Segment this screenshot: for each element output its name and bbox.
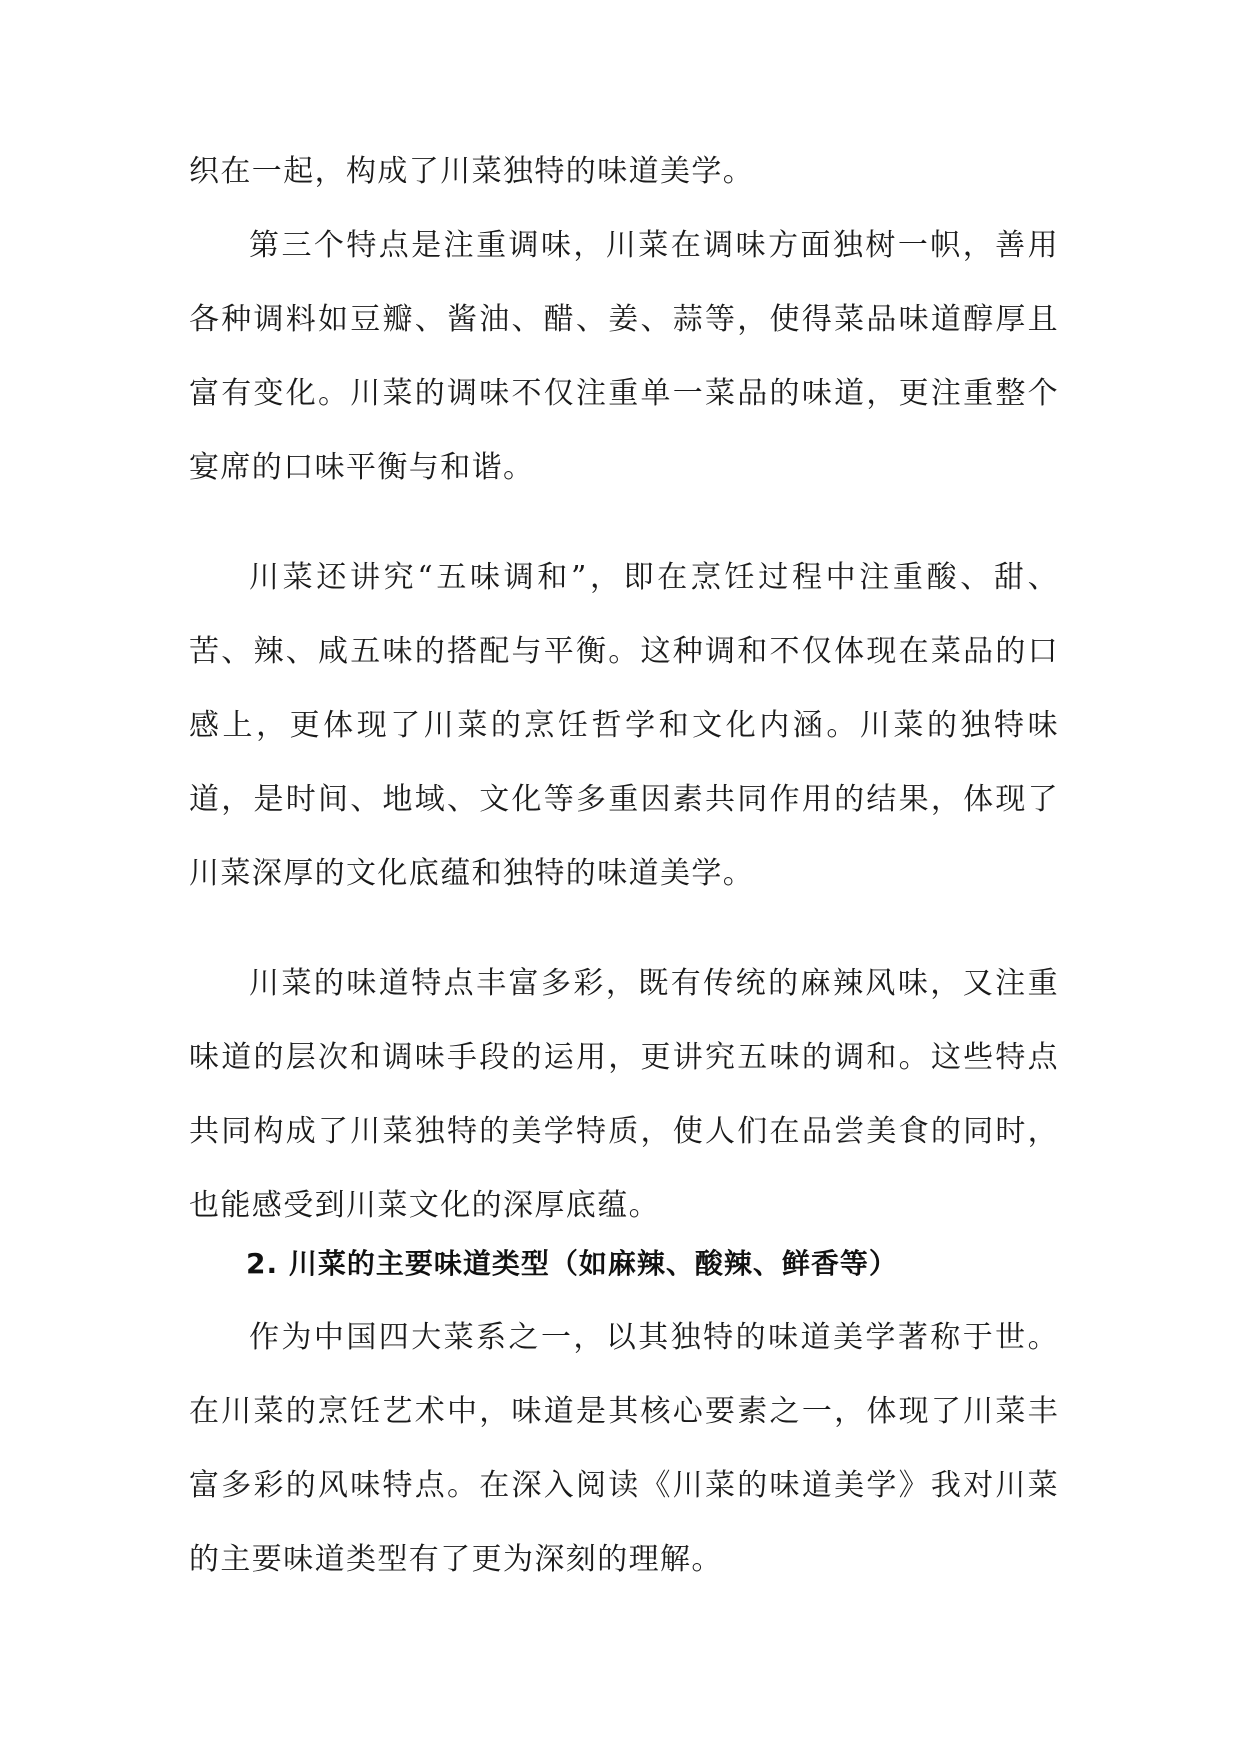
paragraph-section-intro: 作为中国四大菜系之一，以其独特的味道美学著称于世。在川菜的烹饪艺术中，味道是其核心要素之一，体现了川菜丰富多彩的风味特点。在深入阅读《川菜的味道美学》我对川菜的主要味道类型有了更为深刻的理解。 [189,1320,1059,1577]
paragraph-five-flavors: 川菜还讲究“五味调和”，即在烹饪过程中注重酸、甜、苦、辣、咸五味的搭配与平衡。这种调和不仅体现在菜品的口感上，更体现了川菜的烹饪哲学和文化内涵。川菜的独特味道，是时间、地域、文化等多重因素共同作用的结果，体现了川菜深厚的文化底蕴和独特的味道美学。 [189,560,1059,891]
section-heading: 2. 川菜的主要味道类型（如麻辣、酸辣、鲜香等） [246,1247,898,1280]
paragraph-continuation: 织在一起，构成了川菜独特的味道美学。 [189,154,755,189]
paragraph-seasoning: 第三个特点是注重调味，川菜在调味方面独树一帜，善用各种调料如豆瓣、酱油、醋、姜、蒜等，使得菜品味道醇厚且富有变化。川菜的调味不仅注重单一菜品的味道，更注重整个宴席的口味平衡与和谐。 [189,228,1059,485]
paragraph-summary: 川菜的味道特点丰富多彩，既有传统的麻辣风味，又注重味道的层次和调味手段的运用，更讲究五味的调和。这些特点共同构成了川菜独特的美学特质，使人们在品尝美食的同时，也能感受到川菜文化的深厚底蕴。 [189,966,1059,1223]
